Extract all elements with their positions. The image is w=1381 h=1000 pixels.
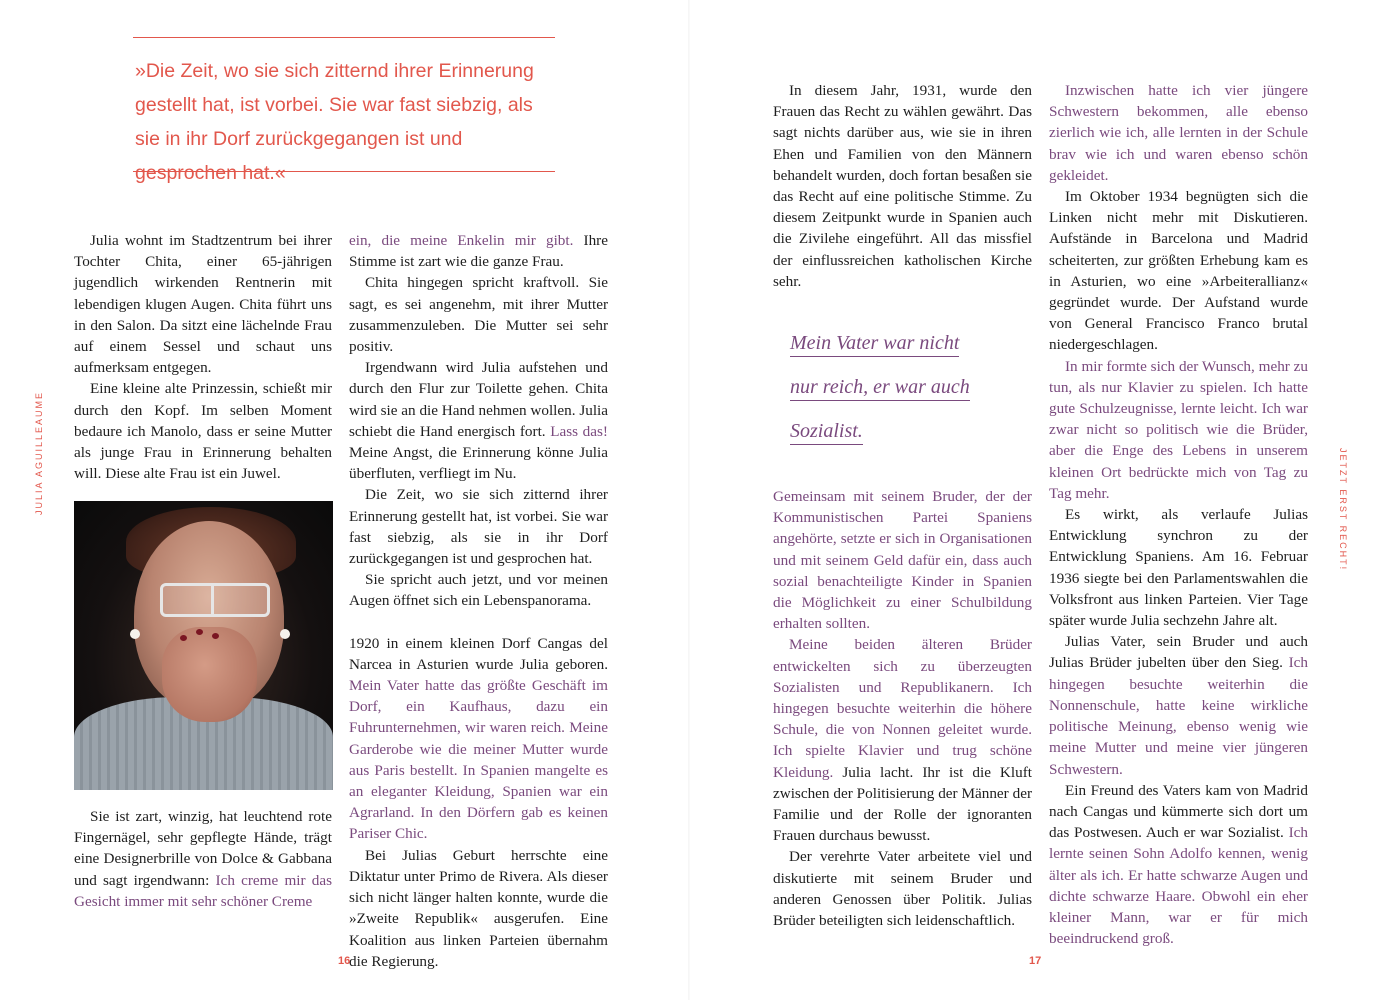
photo-nail: [180, 635, 187, 641]
right-column-2: [1049, 80, 1308, 949]
paragraph: Chita hingegen spricht kraftvoll. Sie sagt, es sei angenehm, mit ihrer Mutter zusammenzuleben. Die Mutter sei sehr positiv.: [349, 274, 608, 356]
left-column-2: [349, 230, 608, 972]
right-column-1: [773, 80, 1032, 292]
photo-earring: [280, 629, 290, 639]
paragraph: [349, 357, 608, 484]
subhead-line: nur reich, er war auch: [790, 374, 970, 401]
quote-paragraph: In mir formte sich der Wunsch, mehr zu tun, als nur Klavier zu spielen. Ich hatte gute Schulzeugnisse, lernte leicht. Ich war zwar nicht so politisch wie die Brüder, aber die Enge des Lebens in unserem kleinen Ort bedrückte mich von Tag zu Tag mehr.: [1049, 357, 1308, 502]
paragraph: Sie spricht auch jetzt, und vor meinen Augen öffnet sich ein Lebenspanorama.: [349, 571, 608, 610]
paragraph: [1049, 631, 1308, 779]
portrait-photo: [74, 501, 333, 790]
left-column-1-bottom: [74, 806, 332, 912]
photo-nail: [196, 629, 203, 635]
quote-text: Mein Vater hatte das größte Geschäft im Dorf, ein Kaufhaus, dazu ein Fuhrunternehmen, wir waren reich. Meine Garderobe wie die meiner Mutter wurde aus Paris bestellt. In Spanien mangelte es an eleganter Kleidung, Spanien war ein Agrarland. In den Dörfern gab es keinen Pariser Chic.: [349, 677, 608, 843]
text: Julias Vater, sein Bruder und auch Julias Brüder jubelten über den Sieg.: [1049, 633, 1308, 672]
quote-text: ein, die meine Enkelin mir gibt.: [349, 232, 574, 249]
page-number-left: 16: [338, 955, 351, 967]
right-side-label: JETZT ERST RECHT!: [1338, 448, 1348, 572]
left-column-1-top: [74, 230, 332, 484]
left-side-label: JULIA AGUILLEAUME: [34, 390, 44, 515]
photo-earring: [130, 629, 140, 639]
subhead-line: Mein Vater war nicht: [790, 330, 959, 357]
left-page: [0, 0, 690, 1000]
paragraph: [74, 806, 332, 912]
text: Julia lacht. Ihr ist die Kluft zwischen der Politisierung der Männer der Familie und der Rolle der ignoranten Frauen durchaus bewusst.: [773, 763, 1032, 845]
paragraph: Im Oktober 1934 begnügten sich die Linken nicht mehr mit Diskutieren. Aufstände in Barcelona und Madrid scheiterten, zur größten Erhebung kam es in Asturien, wo eine »Arbeiterallianz« gegründet wurde. Der Aufstand wurde von General Francisco Franco brutal niedergeschlagen.: [1049, 188, 1308, 354]
paragraph: [349, 633, 608, 845]
text: Ein Freund des Vaters kam von Madrid nach Cangas und kümmerte sich dort um das Postwesen. Auch er war Sozialist.: [1049, 781, 1308, 842]
page-number-right: 17: [1029, 955, 1042, 967]
text: Sie ist zart, winzig, hat leuchtend rote Fingernägel, sehr gepflegte Hände, trägt eine Designerbrille von Dolce & Gabbana und sagt irgendwann:: [74, 808, 332, 889]
pull-quote-top-rule: [133, 37, 555, 38]
paragraph: Die Zeit, wo sie sich zitternd ihrer Erinnerung gestellt hat, ist vorbei. Sie war fast siebzig, als sie in ihr Dorf zurückgegangen ist und gesprochen hat.: [349, 486, 608, 568]
text: 1920 in einem kleinen Dorf Cangas del Narcea in Asturien wurde Julia geboren.: [349, 634, 608, 673]
quote-text: Ich lernte seinen Sohn Adolfo kennen, wenig älter als ich. Er hatte schwarze Augen und dichte schwarze Haare. Obwohl ein eher kleiner Mann, war er für mich beeindruckend groß.: [1049, 824, 1308, 948]
quote-text: Meine beiden älteren Brüder entwickelten sich zu überzeugten Sozialisten und Republikanern. Ich hingegen besuchte weiterhin die höhere Schule, die von Nonnen geleitet wurde. Ich spielte Klavier und trug schöne Kleidung.: [773, 636, 1032, 781]
subhead-quote: [790, 330, 1020, 462]
paragraph: Eine kleine alte Prinzessin, schießt mir durch den Kopf. Im selben Moment bedaure ich Manolo, dass er seine Mutter als junge Frau in Erinnerung behalten will. Diese alte Frau ist ein Juwel.: [74, 380, 332, 483]
subhead-line: Sozialist.: [790, 418, 863, 445]
paragraph: Julia wohnt im Stadtzentrum bei ihrer Tochter Chita, einer 65-jährigen jugendlich wirkenden Rentnerin mit lebendigen klugen Augen. Chita führt uns in den Salon. Da sitzt eine lächelnde Frau auf einem Sessel und schaut uns aufmerksam entgegen.: [74, 232, 332, 377]
pull-quote-bottom-rule: [133, 171, 555, 172]
quote-paragraph: Inzwischen hatte ich vier jüngere Schwestern bekommen, alle ebenso zierlich wie ich, alle lernten in der Schule brav wie ich und waren ebenso schön gekleidet.: [1049, 82, 1308, 184]
paragraph: Es wirkt, als verlaufe Julias Entwicklung synchron zu der Entwicklung Spaniens. Am 16. Februar 1936 siegte bei den Parlamentswahlen die Volksfront aus linken Parteien. Vier Tage später wurde Julia sechzehn Jahre alt.: [1049, 506, 1308, 630]
right-column-1-lower: [773, 486, 1032, 931]
text: Irgendwann wird Julia aufstehen und durch den Flur zur Toilette gehen. Chita wird sie an die Hand nehmen wollen. Julia schiebt die Hand energisch fort.: [349, 359, 608, 440]
paragraph: [349, 230, 608, 272]
pull-quote: »Die Zeit, wo sie sich zitternd ihrer Erinnerung gestellt hat, ist vorbei. Sie war fast siebzig, als sie in ihr Dorf zurückgegangen ist und gesprochen hat.«: [135, 60, 534, 184]
quote-text: Lass das!: [550, 422, 608, 440]
paragraph: Bei Julias Geburt herrschte eine Diktatur unter Primo de Rivera. Als dieser sich nicht länger halten konnte, wurde die »Zweite Republik« ausgerufen. Eine Koalition aus linken Parteien übernahm die Regierung.: [349, 846, 608, 970]
paragraph: [773, 634, 1032, 846]
paragraph: Der verehrte Vater arbeitete viel und diskutierte mit seinem Bruder und anderen Genossen über Politik. Julias Brüder beteiligten sich leidenschaftlich.: [773, 848, 1032, 930]
quote-text: Ich creme mir das Gesicht immer mit sehr schöner Creme: [74, 871, 332, 910]
photo-hand: [162, 627, 257, 722]
paragraph: [1049, 780, 1308, 950]
quote-text: Ich hingegen besuchte weiterhin die Nonnenschule, hatte keine wirkliche politische Meinung, ebenso wenig wie meine Mutter und meine vier jüngeren Schwestern.: [1049, 654, 1308, 778]
photo-glasses: [160, 583, 270, 617]
photo-nail: [212, 633, 219, 639]
paragraph: In diesem Jahr, 1931, wurde den Frauen das Recht zu wählen gewährt. Das sagt nichts darüber aus, wie sie in ihren Ehen und Familien von den Männern behandelt wurden, doch fortan besaßen sie das Recht auf eine politische Stimme. Zu diesem Zeitpunkt wurde in Spanien auch die Zivilehe eingeführt. All das missfiel der einflussreichen katholischen Kirche sehr.: [773, 82, 1032, 290]
text: Meine Angst, die Erinnerung könne Julia überfluten, verfliegt im Nu.: [349, 444, 608, 483]
text: Ihre Stimme ist zart wie die ganze Frau.: [349, 232, 608, 271]
quote-paragraph: Gemeinsam mit seinem Bruder, der der Kommunistischen Partei Spaniens angehörte, setzte er sich in Organisationen und mit seinem Geld dafür ein, dass auch sozial benachteiligte Kinder in Spanien die Möglichkeit zu einer Schulbildung erhalten sollten.: [773, 488, 1032, 633]
